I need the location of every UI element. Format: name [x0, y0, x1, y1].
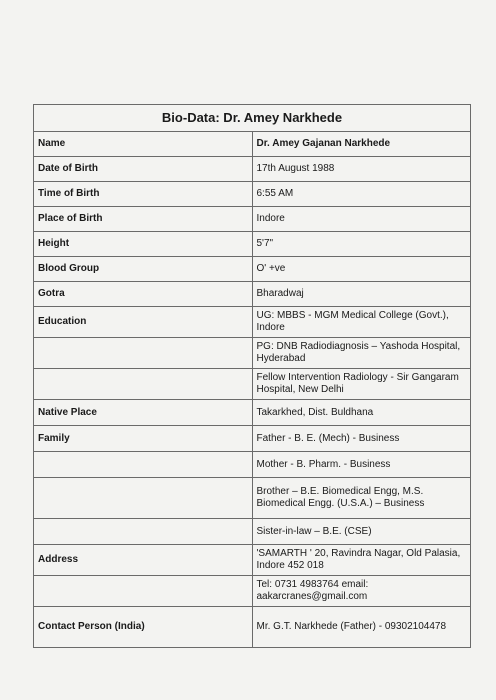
row-label-name: Name: [34, 132, 253, 157]
education-item: PG: DNB Radiodiagnosis – Yashoda Hospital, Hyderabad: [252, 338, 471, 369]
table-row: [34, 182, 471, 207]
row-label-blood-group: Blood Group: [34, 257, 253, 282]
row-label-family: Family: [34, 426, 253, 452]
title-row: [34, 105, 471, 132]
table-row: [34, 545, 471, 576]
table-row: [34, 426, 471, 452]
table-row: [34, 400, 471, 426]
table-row: [34, 369, 471, 400]
row-value-tob: 6:55 AM: [252, 182, 471, 207]
row-label-empty: [34, 576, 253, 607]
table-row: [34, 207, 471, 232]
row-value-pob: Indore: [252, 207, 471, 232]
row-value-name: Dr. Amey Gajanan Narkhede: [252, 132, 471, 157]
table-row: [34, 452, 471, 478]
row-label-empty: [34, 478, 253, 519]
table-row: [34, 607, 471, 648]
document-title: Bio-Data: Dr. Amey Narkhede: [34, 105, 471, 132]
row-label-native-place: Native Place: [34, 400, 253, 426]
biodata-table: [33, 104, 471, 648]
row-label-dob: Date of Birth: [34, 157, 253, 182]
row-label-empty: [34, 369, 253, 400]
address-contact-line: Tel: 0731 4983764 email: aakarcranes@gmail.com: [252, 576, 471, 607]
table-row: [34, 282, 471, 307]
row-value-contact-person: Mr. G.T. Narkhede (Father) - 09302104478: [252, 607, 471, 648]
row-label-tob: Time of Birth: [34, 182, 253, 207]
row-value-native-place: Takarkhed, Dist. Buldhana: [252, 400, 471, 426]
family-item: Brother – B.E. Biomedical Engg, M.S. Biomedical Engg. (U.S.A.) – Business: [252, 478, 471, 519]
table-row: [34, 307, 471, 338]
table-row: [34, 132, 471, 157]
table-row: [34, 157, 471, 182]
table-row: [34, 576, 471, 607]
address-line: 'SAMARTH ' 20, Ravindra Nagar, Old Palasia, Indore 452 018: [252, 545, 471, 576]
row-label-empty: [34, 338, 253, 369]
row-label-gotra: Gotra: [34, 282, 253, 307]
table-row: [34, 519, 471, 545]
row-value-blood-group: O' +ve: [252, 257, 471, 282]
row-label-contact-person: Contact Person (India): [34, 607, 253, 648]
row-label-empty: [34, 519, 253, 545]
family-item: Father - B. E. (Mech) - Business: [252, 426, 471, 452]
education-item: Fellow Intervention Radiology - Sir Gangaram Hospital, New Delhi: [252, 369, 471, 400]
education-item: UG: MBBS - MGM Medical College (Govt.), Indore: [252, 307, 471, 338]
row-value-dob: 17th August 1988: [252, 157, 471, 182]
table-row: [34, 232, 471, 257]
row-label-pob: Place of Birth: [34, 207, 253, 232]
row-label-address: Address: [34, 545, 253, 576]
table-row: [34, 257, 471, 282]
row-label-height: Height: [34, 232, 253, 257]
row-value-height: 5'7": [252, 232, 471, 257]
family-item: Mother - B. Pharm. - Business: [252, 452, 471, 478]
table-row: [34, 338, 471, 369]
row-value-gotra: Bharadwaj: [252, 282, 471, 307]
row-label-education: Education: [34, 307, 253, 338]
row-label-empty: [34, 452, 253, 478]
family-item: Sister-in-law – B.E. (CSE): [252, 519, 471, 545]
table-row: [34, 478, 471, 519]
